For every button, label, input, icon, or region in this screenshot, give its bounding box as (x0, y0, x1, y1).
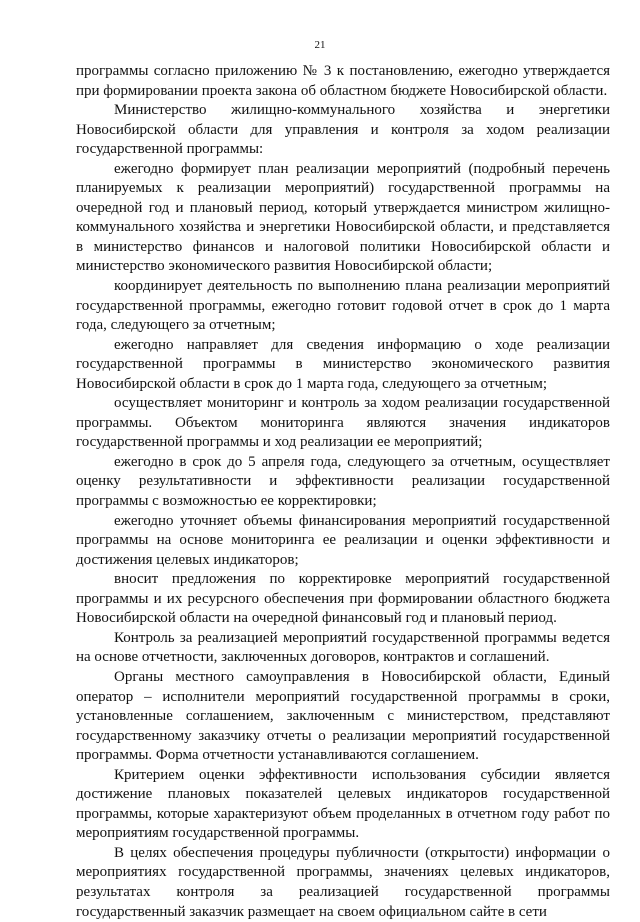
paragraph-publicity: В целях обеспечения процедуры публичности (открытости) информации о мероприятиях государственной программы, значениях целевых индикаторов, результатах контроля за реализацией государственной программы государственный заказчик размещает на своем официальном сайте в сети (76, 844, 610, 920)
page-number: 21 (314, 39, 326, 51)
paragraph-criterion: Критерием оценки эффективности использования субсидии является достижение плановых показателей целевых индикаторов государственной программы, которые характеризуют объем проделанных в отчетном году работ по мероприятиям государственной программы. (76, 766, 610, 842)
paragraph-duty-coordination: координирует деятельность по выполнению плана реализации мероприятий государственной программы, ежегодно готовит годовой отчет в срок до 1 марта года, следующего за отчетным; (76, 278, 610, 334)
paragraph-continuation: программы согласно приложению № 3 к постановлению, ежегодно утверждается при формировании проекта закона об областном бюджете Новосибирской области. (76, 63, 610, 99)
document-body (76, 62, 610, 922)
paragraph-duty-information: ежегодно направляет для сведения информацию о ходе реализации государственной программы в министерство экономического развития Новосибирской области в срок до 1 марта года, следующего за отчетным; (76, 336, 610, 392)
paragraph-control: Контроль за реализацией мероприятий государственной программы ведется на основе отчетности, заключенных договоров, контрактов и соглашений. (76, 629, 610, 666)
paragraph-duty-evaluation: ежегодно в срок до 5 апреля года, следующего за отчетным, осуществляет оценку результативности и эффективности реализации государственной программы с возможностью ее корректировки; (76, 453, 610, 510)
paragraph-local-authorities: Органы местного самоуправления в Новосибирской области, Единый оператор – исполнители мероприятий государственной программы в сроки, установленные соглашением, заключенным с министерством, представляют государственному заказчику отчеты о реализации мероприятий государственной программы. Форма отчетности устанавливаются соглашением. (76, 668, 610, 764)
paragraph-duty-proposals: вносит предложения по корректировке мероприятий государственной программы и их ресурсного обеспечения при формировании областного бюджета Новосибирской области на очередной финансовый год и плановый период. (76, 571, 610, 627)
paragraph-duty-plan: ежегодно формирует план реализации мероприятий (подробный перечень планируемых к реализации мероприятий) государственной программы на очередной год и плановый период, который утверждается министром жилищно-коммунального хозяйства и энергетики Новосибирской области, и представляется в министерство финансов и налоговой политики Новосибирской области и министерство экономического развития Новосибирской области; (76, 160, 610, 275)
paragraph-duty-monitoring: осуществляет мониторинг и контроль за ходом реализации государственной программы. Объектом мониторинга являются значения индикаторов государственной программы и ход реализации ее мероприятий; (76, 395, 610, 451)
paragraph-ministry-duties: Министерство жилищно-коммунального хозяйства и энергетики Новосибирской области для управления и контроля за ходом реализации государственной программы: (76, 102, 610, 158)
paragraph-duty-funding: ежегодно уточняет объемы финансирования мероприятий государственной программы на основе мониторинга ее реализации и оценки эффективности и достижения целевых индикаторов; (76, 512, 610, 568)
